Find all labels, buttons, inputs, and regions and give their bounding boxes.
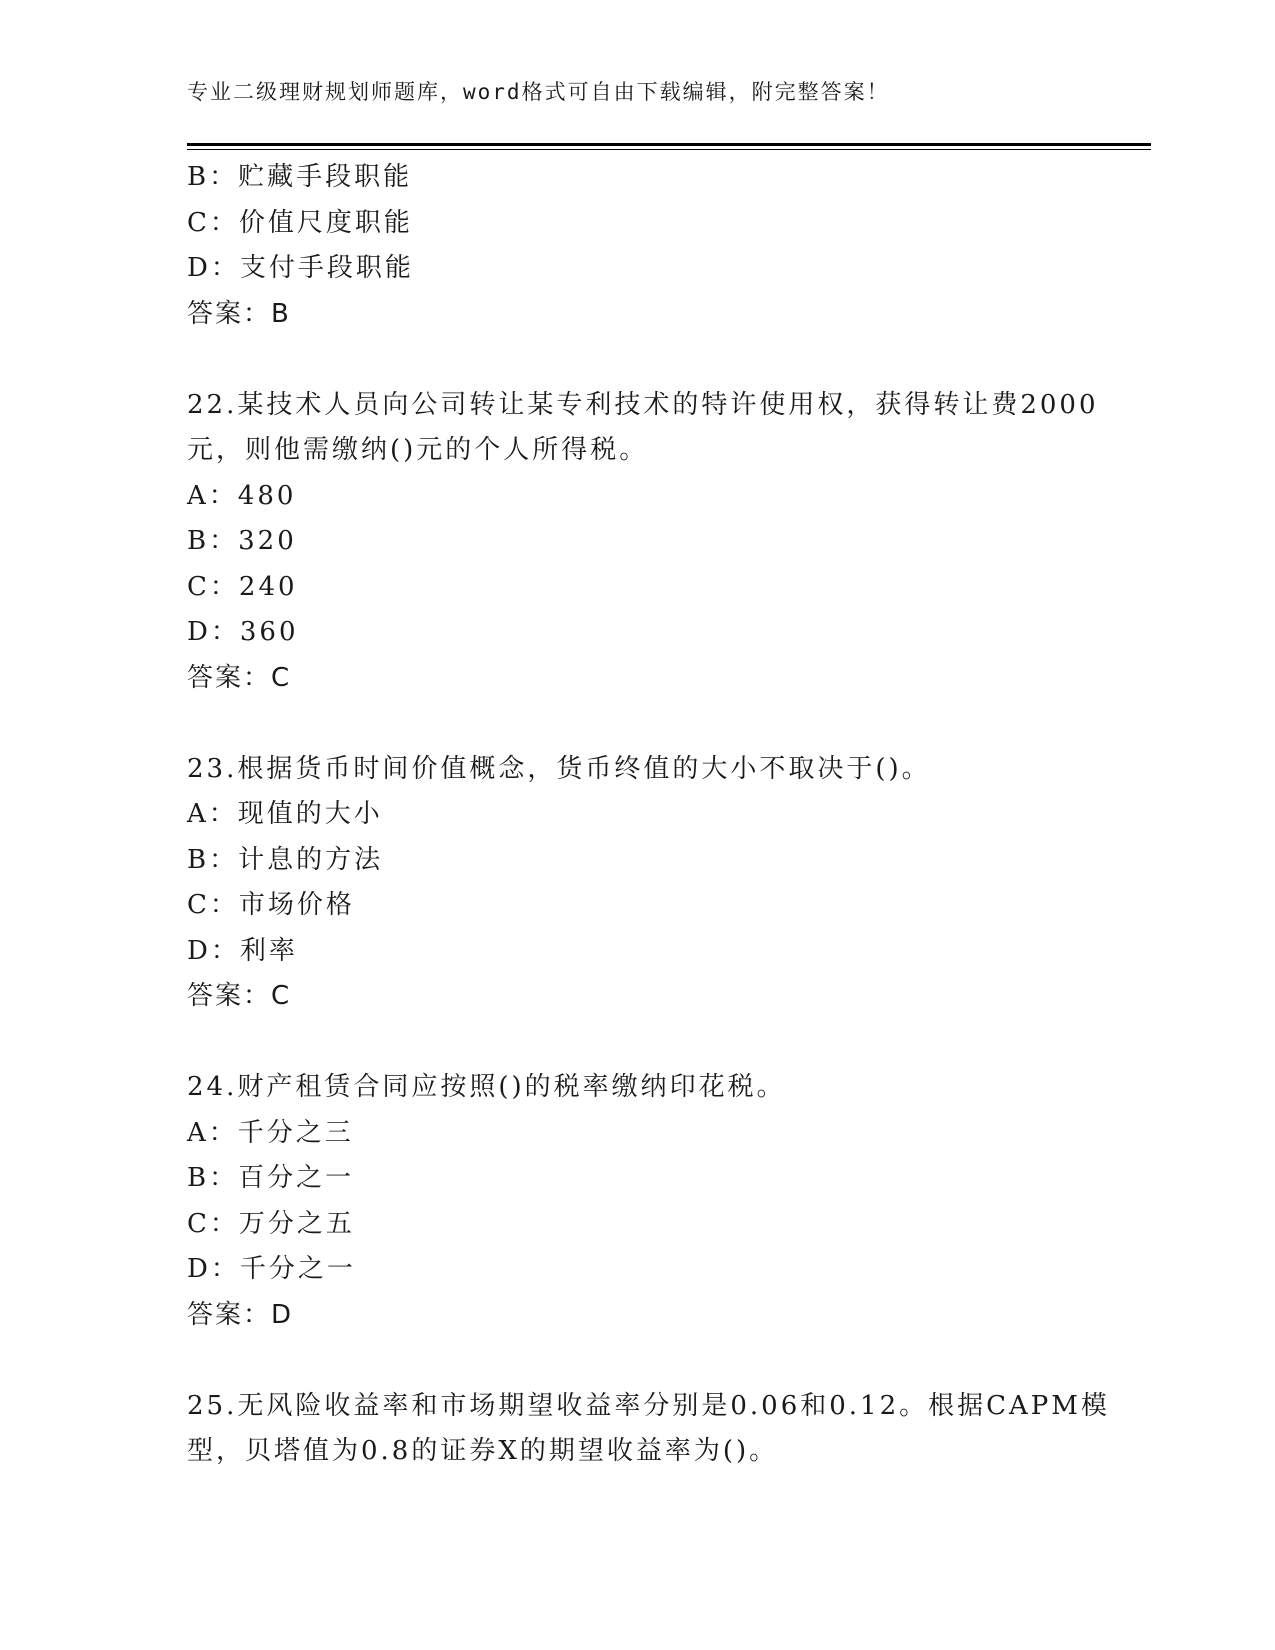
question-text-line: 24.财产租赁合同应按照()的税率缴纳印花税。 bbox=[187, 1072, 786, 1102]
answer-line: 答案：D bbox=[187, 1299, 294, 1330]
page-header: 专业二级理财规划师题库，word格式可自由下载编辑，附完整答案！ bbox=[187, 80, 890, 104]
header-divider bbox=[187, 143, 1151, 150]
question-text-line: 22.某技术人员向公司转让某专利技术的特许使用权，获得转让费2000 bbox=[187, 389, 1099, 420]
answer-line: 答案：C bbox=[187, 662, 292, 693]
option-line: A：480 bbox=[187, 480, 297, 511]
question-text-line: 元，则他需缴纳()元的个人所得税。 bbox=[187, 435, 649, 465]
question-22 bbox=[187, 383, 1099, 474]
answer-line: 答案：B bbox=[187, 298, 291, 329]
option-line: B：计息的方法 bbox=[187, 844, 384, 875]
option-line: D：360 bbox=[187, 617, 299, 647]
option-line: D：利率 bbox=[187, 935, 298, 966]
question-24 bbox=[187, 1065, 1067, 1111]
question-text-line: 23.根据货币时间价值概念，货币终值的大小不取决于()。 bbox=[187, 753, 931, 784]
question-23 bbox=[187, 747, 1067, 793]
option-line: D：支付手段职能 bbox=[187, 253, 414, 283]
option-line: D：千分之一 bbox=[187, 1254, 356, 1284]
option-line: A：千分之三 bbox=[187, 1117, 354, 1148]
option-line: C：价值尺度职能 bbox=[187, 207, 413, 238]
option-line: C：市场价格 bbox=[187, 890, 355, 920]
answer-line: 答案：C bbox=[187, 981, 292, 1011]
question-text-line: 25.无风险收益率和市场期望收益率分别是0.06和0.12。根据CAPM模 bbox=[187, 1390, 1110, 1421]
option-line: A：现值的大小 bbox=[187, 799, 383, 829]
option-line: B：百分之一 bbox=[187, 1163, 355, 1193]
question-25 bbox=[187, 1384, 1110, 1475]
question-content bbox=[187, 155, 1110, 1475]
option-line: C：万分之五 bbox=[187, 1208, 355, 1239]
option-line: B：贮藏手段职能 bbox=[187, 162, 413, 192]
question-text-line: 型，贝塔值为0.8的证券X的期望收益率为()。 bbox=[187, 1436, 779, 1466]
option-line: C：240 bbox=[187, 571, 298, 602]
option-line: B：320 bbox=[187, 526, 297, 556]
